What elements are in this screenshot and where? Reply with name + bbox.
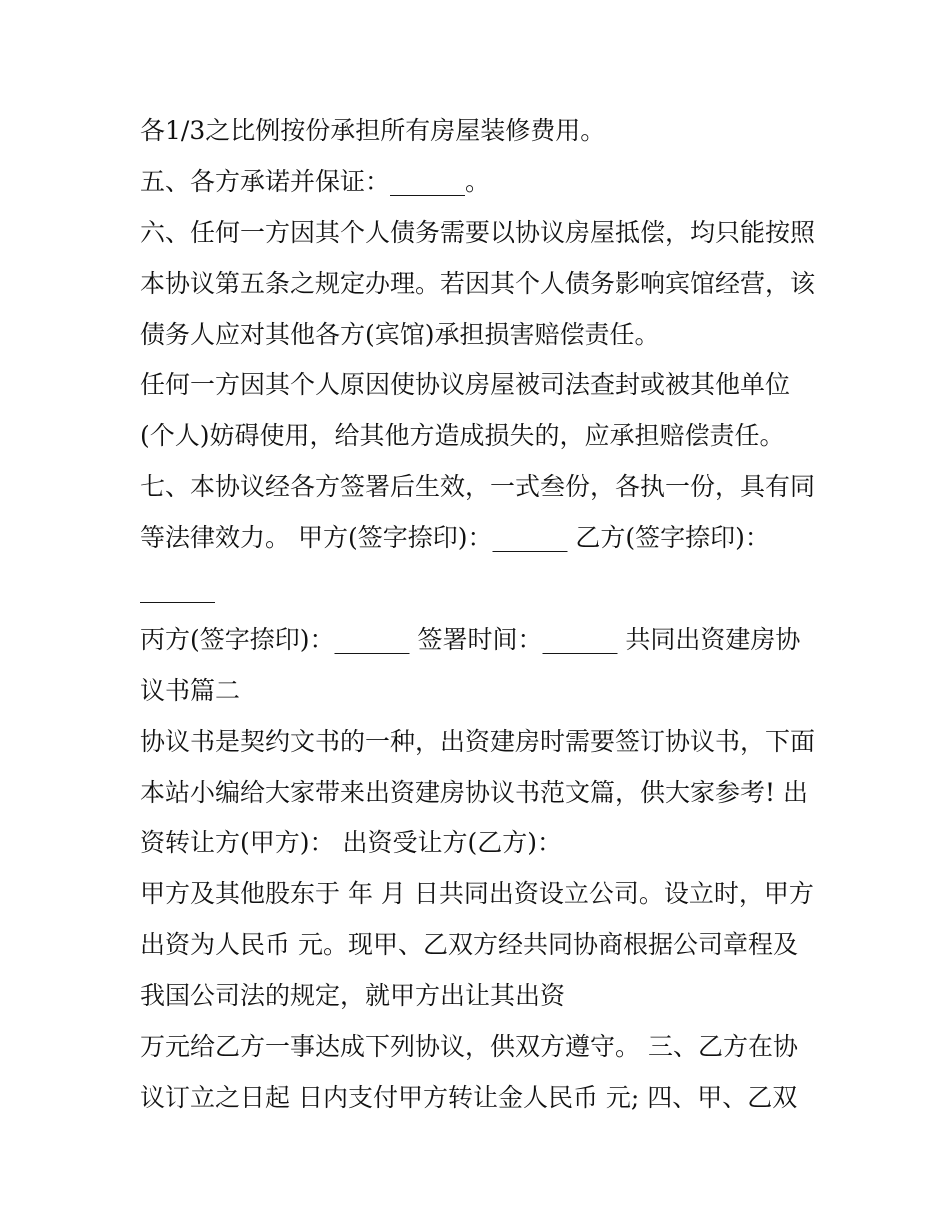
text-line: 出资为人民币 元。现甲、乙双方经共同协商根据公司章程及 (140, 930, 798, 960)
text-line: (个人)妨碍使用，给其他方造成损失的，应承担赔偿责任。 (140, 421, 785, 451)
text-line: 丙方(签字捺印)：______ 签署时间：______ 共同出资建房协 (140, 624, 801, 654)
text-line: 本协议第五条之规定办理。若因其个人债务影响宾馆经营，该 (140, 268, 816, 298)
text-line: 六、任何一方因其个人债务需要以协议房屋抵偿，均只能按照 (140, 217, 816, 247)
text-line: 万元给乙方一事达成下列协议，供双方遵守。 三、乙方在协 (140, 1032, 798, 1062)
text-line: 五、各方承诺并保证：______。 (140, 166, 491, 196)
text-line: 资转让方(甲方)： 出资受让方(乙方)： (140, 828, 562, 858)
text-line: 债务人应对其他各方(宾馆)承担损害赔偿责任。 (140, 319, 660, 349)
text-line: 任何一方因其个人原因使协议房屋被司法查封或被其他单位 (140, 370, 791, 400)
text-line: 我国公司法的规定，就甲方出让其出资 (140, 981, 566, 1011)
text-line: 等法律效力。 甲方(签字捺印)：______ 乙方(签字捺印)： (140, 523, 770, 553)
text-line: 协议书是契约文书的一种，出资建房时需要签订协议书，下面 (140, 726, 816, 756)
text-line: 议订立之日起 日内支付甲方转让金人民币 元; 四、甲、乙双 (140, 1082, 798, 1112)
text-line: 七、本协议经各方签署后生效，一式叁份，各执一份，具有同 (140, 472, 816, 502)
document-body (140, 106, 820, 1124)
text-line: 各1/3之比例按份承担所有房屋装修费用。 (140, 116, 606, 145)
text-line: ______ (140, 574, 215, 604)
text-line: 议书篇二 (140, 675, 241, 705)
text-line: 甲方及其他股东于 年 月 日共同出资设立公司。设立时，甲方 (140, 879, 814, 909)
text-line: 本站小编给大家带来出资建房协议书范文篇，供大家参考! 出 (140, 777, 808, 807)
